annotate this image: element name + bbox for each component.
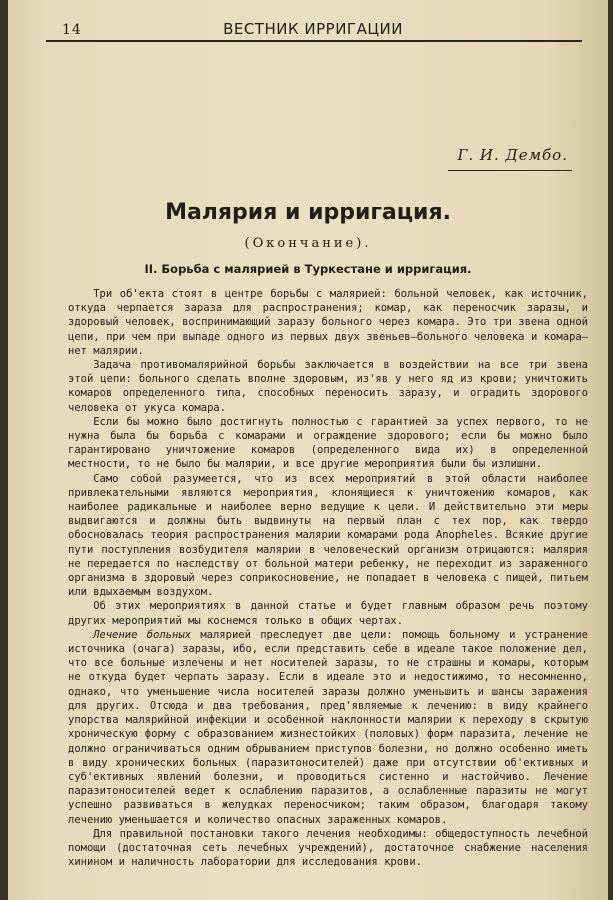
article-body <box>68 287 588 869</box>
header-rule <box>46 40 582 42</box>
paragraph: Задача противомалярийной борьбы заключается в воздействии на все три звена этой цепи: больного сделать вполне здоровым, из'яв у него яд из крови; уничтожить комаров определенного типа, способных переносить заразу, и оградить здорового человека от укуса комара. <box>68 359 588 414</box>
section-heading: II. Борьба с малярией в Туркестане и ирригация. <box>144 262 472 276</box>
paragraph-treatment <box>68 628 588 827</box>
term-treatment: Лечение больных <box>93 628 192 641</box>
paragraph: Об этих мероприятиях в данной статье и будет главным образом речь поэтому других мероприятий мы коснемся только в общих чертах. <box>68 600 588 627</box>
article-author: Г. И. Дембо. <box>457 146 568 164</box>
paragraph-treatment-text: малярией преследует две цели: помощь больному и устранение источника (очага) заразы, ибо, если представить себе в идеале такое положение дел, что все больные излечены и нет носителей заразы, то не страшны и комары, которым не откуда будет черпать заразу. Если в идеале это и недостижимо, то несомненно, однако, что уменьшение числа носителей заразы должно уменьшить и шансы заражения для других. Отсюда и два требования, пред'являемые к лечению: в виду крайнего упорства малярийной инфекции и особенной наклонности малярии к переходу в скрытую хроническую форму с образованием жизнестойких (половых) форм паразита, лечение не должно ограничиваться одним обрыванием приступов болезни, но должно особенно иметь в виду хронических больных (паразитоносителей) даже при отсутствии об'ективных и суб'ективных явлений болезни, и проводиться систенно и настойчиво. Лечение паразитоносителей ведет к ослаблению паразитов, а ослабленные паразиты не могут успешно развиваться в желудках переносчиком; таким образом, благодаря такому лечению уменьшается и количество опасных зараженных комаров. <box>68 628 588 826</box>
journal-page <box>8 0 608 900</box>
journal-title: ВЕСТНИК ИРРИГАЦИИ <box>223 20 403 38</box>
paragraph: Для правильной постановки такого лечения необходимы: общедоступность лечебной помощи (достаточная сеть лечебных учреждений), достаточное снабжение населения хинином и наличность лаборатории для исследования крови. <box>68 827 588 869</box>
article-title: Малярия и ирригация. <box>165 200 451 225</box>
article-subtitle: (Окончание). <box>244 236 372 251</box>
paragraph: Три об'екта стоят в центре борьбы с малярией: больной человек, как источник, откуда черпается зараза для распространения; комар, как переносчик заразы, и здоровый человек, воспринимающий заразу больного через комара. Это три звена одной цепи, при чем при выпаде одного из первых двух звеньев—больного человека и комара—нет малярии. <box>68 288 588 357</box>
paragraph: Если бы можно было достигнуть полностью с гарантией за успех первого, то не нужна была бы борьба с комарами и ограждение здорового; если бы можно было гарантировано уничтожение комаров (определенного вида их) в определенной местности, то не было бы малярии, и все другие мероприятия были бы излишни. <box>68 415 588 471</box>
page-number: 14 <box>62 22 82 38</box>
running-head <box>48 14 578 40</box>
paragraph: Само собой разумеется, что из всех мероприятий в этой области наиболее привлекательными являются мероприятия, клонящиеся к уничтожению комаров, как наиболее радикальные и наиболее верно ведущие к цели. И действительно эти меры выдвигаются и должны быть выдвинуты на первый план с тех пор, как твердо обосновалась теория распространения малярии комарами рода Anopheles. Всякие другие пути поступления возбудителя малярии в человеческий организм отрицаются: малярия не передается по наследству от больной матери ребенку, не переходит из зараженного организма в здоровый через соприкосновение, не попадает в человека с пищей, питьем или вдыхаемым воздухом. <box>68 472 588 599</box>
author-underline <box>448 170 572 171</box>
